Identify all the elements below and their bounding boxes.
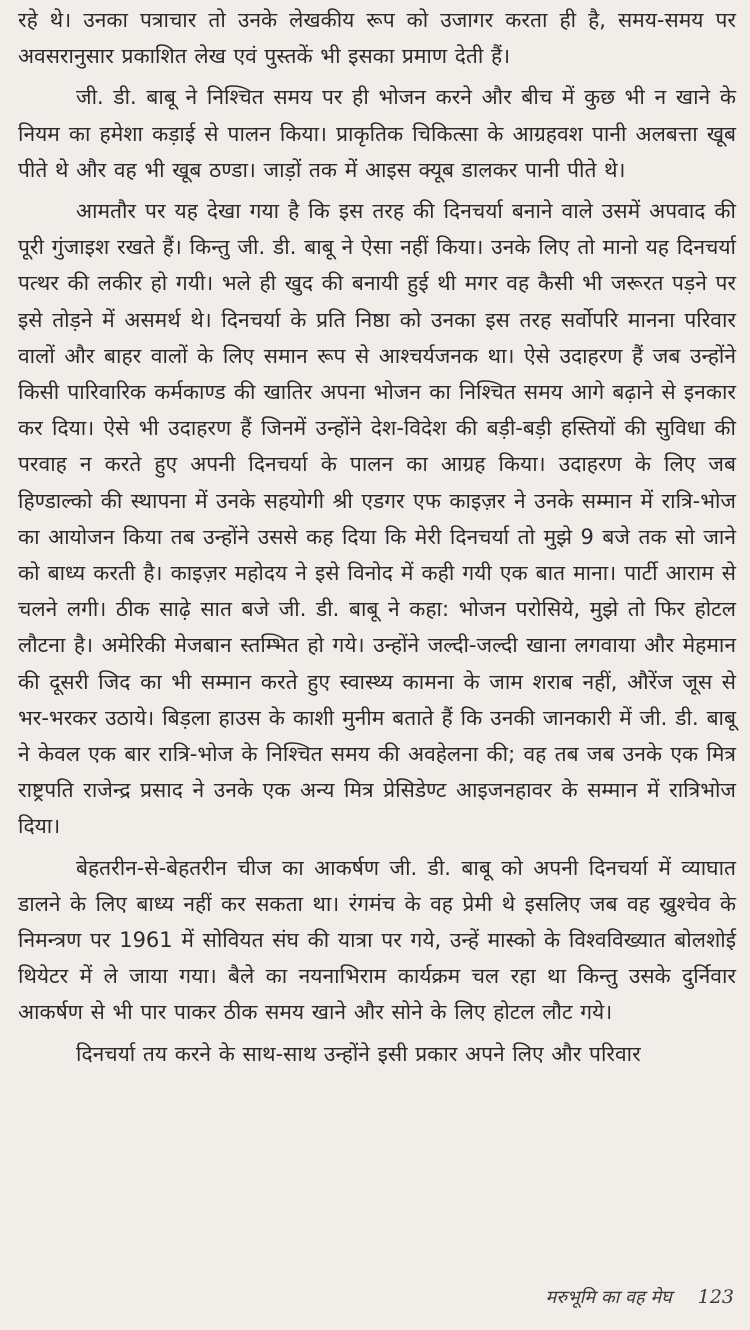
running-title: मरुभूमि का वह मेघ <box>545 1287 672 1308</box>
paragraph-meal-discipline: जी. डी. बाबू ने निश्चित समय पर ही भोजन करने और बीच में कुछ भी न खाने के नियम का हमेशा कड़ाई से पालन किया। प्राकृतिक चिकित्सा के आग्रहवश पानी अलबत्ता खूब पीते थे और वह भी खूब ठण्डा। जाड़ों तक में आइस क्यूब डालकर पानी पीते थे। <box>18 85 736 182</box>
body-text <box>18 2 736 1072</box>
page-number: 123 <box>697 1286 734 1308</box>
page-footer <box>546 1285 735 1309</box>
paragraph-routine-exceptions: आमतौर पर यह देखा गया है कि इस तरह की दिनचर्या बनाने वाले उसमें अपवाद की पूरी गुंजाइश रखते हैं। किन्तु जी. डी. बाबू ने ऐसा नहीं किया। उनके लिए तो मानो यह दिनचर्या पत्थर की लकीर हो गयी। भले ही खुद की बनायी हुई थी मगर वह कैसी भी जरूरत पड़ने पर इसे तोड़ने में असमर्थ थे। दिनचर्या के प्रति निष्ठा को उनका इस तरह सर्वोपरि मानना परिवार वालों और बाहर वालों के लिए समान रूप से आश्चर्यजनक था। ऐसे उदाहरण हैं जब उन्होंने किसी पारिवारिक कर्मकाण्ड की खातिर अपना भोजन का निश्चित समय आगे बढ़ाने से इनकार कर दिया। ऐसे भी उदाहरण हैं जिनमें उन्होंने देश-विदेश की बड़ी-बड़ी हस्तियों की सुविधा की परवाह न करते हुए अपनी दिनचर्या के पालन का आग्रह किया। उदाहरण के लिए जब हिण्डाल्को की स्थापना में उनके सहयोगी श्री एडगर एफ काइज़र ने उनके सम्मान में रात्रि-भोज का आयोजन किया तब उन्होंने उससे कह दिया कि मेरी दिनचर्या तो मुझे 9 बजे तक सो जाने को बाध्य करती है। काइज़र महोदय ने इसे विनोद में कही गयी एक बात माना। पार्टी आराम से चलने लगी। ठीक साढ़े सात बजे जी. डी. बाबू ने कहा: भोजन परोसिये, मुझे तो फिर होटल लौटना है। अमेरिकी मेजबान स्तम्भित हो गये। उन्होंने जल्दी-जल्दी खाना लगवाया और मेहमान की दूसरी जिद का भी सम्मान करते हुए स्वास्थ्य कामना के जाम शराब नहीं, औरेंज जूस से भर-भरकर उठाये। बिड़ला हाउस के काशी मुनीम बताते हैं कि उनकी जानकारी में जी. डी. बाबू ने केवल एक बार रात्रि-भोज के निश्चित समय की अवहेलना की; वह तब जब उनके एक मित्र राष्ट्रपति राजेन्द्र प्रसाद ने उनके एक अन्य मित्र प्रेसिडेण्ट आइजनहावर के सम्मान में रात्रिभोज दिया। <box>18 199 736 839</box>
paragraph-continued: रहे थे। उनका पत्राचार तो उनके लेखकीय रूप को उजागर करता ही है, समय-समय पर अवसरानुसार प्रकाशित लेख एवं पुस्तकें भी इसका प्रमाण देती हैं। <box>18 8 736 69</box>
paragraph-final-line: दिनचर्या तय करने के साथ-साथ उन्होंने इसी प्रकार अपने लिए और परिवार <box>76 1041 641 1066</box>
paragraph-bolshoi-visit: बेहतरीन-से-बेहतरीन चीज का आकर्षण जी. डी. बाबू को अपनी दिनचर्या में व्याघात डालने के लिए बाध्य नहीं कर सकता था। रंगमंच के वह प्रेमी थे इसलिए जब वह ख्रुश्चेव के निमन्त्रण पर 1961 में सोवियत संघ की यात्रा पर गये, उन्हें मास्को के विश्वविख्यात बोलशोई थियेटर में ले जाया गया। बैले का नयनाभिराम कार्यक्रम चल रहा था किन्तु उसके दुर्निवार आकर्षण से भी पार पाकर ठीक समय खाने और सोने के लिए होटल लौट गये। <box>18 855 736 1025</box>
